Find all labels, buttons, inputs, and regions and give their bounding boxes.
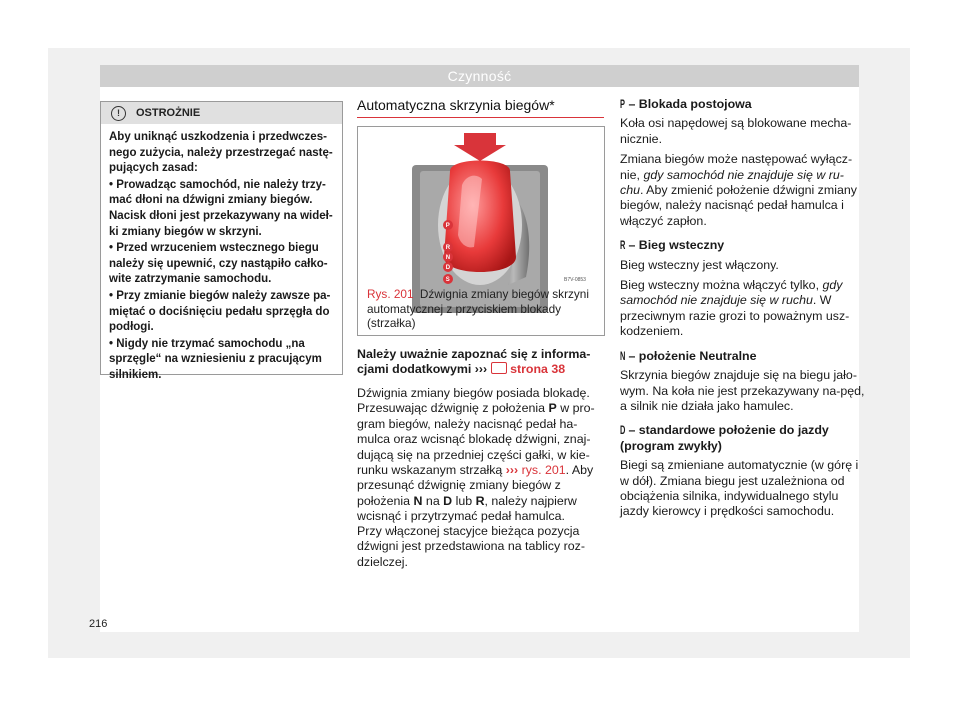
gear-positions-column bbox=[620, 97, 865, 520]
page-header: Czynność bbox=[100, 65, 859, 87]
gear-p-text2: Zmiana biegów może następować wyłącz-nie, gdy samochód nie znajduje się w ru-chu. Aby zmienić położenie dźwigni zmiany biegów, należy nacisnąć pedał hamulca i włączyć zapłon. bbox=[620, 152, 857, 228]
note-arrow-link[interactable]: ››› bbox=[474, 362, 488, 377]
gear-n-heading: N – położenie Neutralne bbox=[620, 348, 757, 363]
lock-arrow-icon bbox=[454, 133, 506, 161]
figure-ref-link[interactable]: rys. 201 bbox=[521, 463, 566, 478]
figure-code: B7V-0853 bbox=[564, 277, 586, 283]
gear-r-text1: Bieg wsteczny jest włączony. bbox=[620, 257, 779, 272]
svg-text:N: N bbox=[445, 255, 451, 261]
gear-p-text1: Koła osi napędowej są blokowane mecha-nicznie. bbox=[620, 116, 852, 146]
warning-bullet: • Nigdy nie trzymać samochodu „na sprzęgle“ na wzniesieniu z pracującym silnikiem. bbox=[109, 337, 322, 381]
warning-body bbox=[101, 124, 342, 384]
svg-text:S: S bbox=[445, 277, 450, 283]
warning-box bbox=[100, 101, 343, 381]
warning-bullet: • Przy zmianie biegów należy zawsze pa-miętać o dociśnięciu pedału sprzęgła do podłogi. bbox=[109, 289, 331, 334]
gear-d-text: Biegi są zmieniane automatycznie (w górę i w dół). Zmiana biegu jest uzależniona od obciążenia silnika, indywidualnego stylu jazdy kierowcy i prędkości samochodu. bbox=[620, 458, 859, 519]
gear-r-heading: R – Bieg wsteczny bbox=[620, 238, 725, 253]
svg-text:D: D bbox=[445, 265, 451, 271]
warning-bullet: • Przed wrzuceniem wstecznego biegu należy się upewnić, czy nastąpiło całko-wite zatrzymanie samochodu. bbox=[109, 242, 328, 286]
gear-p-heading: P – Blokada postojowa bbox=[620, 97, 752, 111]
section-column bbox=[357, 97, 604, 118]
book-icon bbox=[491, 362, 507, 374]
figure-caption: Rys. 201 Dźwignia zmiany biegów skrzyni automatycznej z przyciskiem blokady (strzałka) bbox=[367, 287, 589, 330]
warning-header bbox=[101, 102, 342, 124]
paragraph-display: Przy włączonej stacyjce bieżąca pozycja dźwigni jest przedstawiona na tablicy roz-dzielczej. bbox=[357, 524, 585, 569]
gear-n-text: Skrzynia biegów znajduje się na biegu jało-wym. Na koła nie jest przekazywany na-pęd, a silnik nie działa jako hamulec. bbox=[620, 368, 865, 413]
svg-text:P: P bbox=[445, 223, 450, 229]
svg-text:R: R bbox=[445, 245, 451, 251]
page-number: 216 bbox=[89, 618, 108, 630]
section-title: Automatyczna skrzynia biegów* bbox=[357, 97, 604, 118]
paragraph-lock: Dźwignia zmiany biegów posiada blokadę. Przesuwając dźwignię z położenia P w pro-gram biegów, należy nacisnąć pedał ha-mulca oraz wcisnąć blokadę dźwigni, znaj-dującą się na przedniej części gałki, w kie-runku wskazanym strzałką ››› rys. 201. Aby przesunąć dźwignię zmiany biegów z położenia N na D lub R, należy najpierw wcisnąć i przytrzymać pedał hamulca. bbox=[357, 386, 595, 524]
warning-circle-icon: ! bbox=[111, 106, 126, 121]
note-page-link[interactable]: strona 38 bbox=[510, 362, 566, 377]
note-additional-info: Należy uważnie zapoznać się z informa-cjami dodatkowymi ››› strona 38 bbox=[357, 347, 591, 377]
gear-d-heading: D – standardowe położenie do jazdy (program zwykły) bbox=[620, 423, 829, 453]
gear-r-text2: Bieg wsteczny można włączyć tylko, gdy samochód nie znajduje się w ruchu. W przeciwnym razie grozi to poważnym usz-kodzeniem. bbox=[620, 278, 850, 339]
warning-title: OSTROŻNIE bbox=[136, 107, 201, 119]
warning-bullet: • Prowadząc samochód, nie należy trzy-mać dłoni na dźwigni zmiany biegów. Nacisk dłoni jest przekazywany na wideł-ki zmiany biegów w skrzyni. bbox=[109, 178, 333, 238]
figure-ref-arrow[interactable]: ››› bbox=[505, 463, 519, 478]
warning-intro: Aby uniknąć uszkodzenia i przedwczes-nego zużycia, należy przestrzegać nastę-pujących zasad: bbox=[109, 131, 333, 175]
